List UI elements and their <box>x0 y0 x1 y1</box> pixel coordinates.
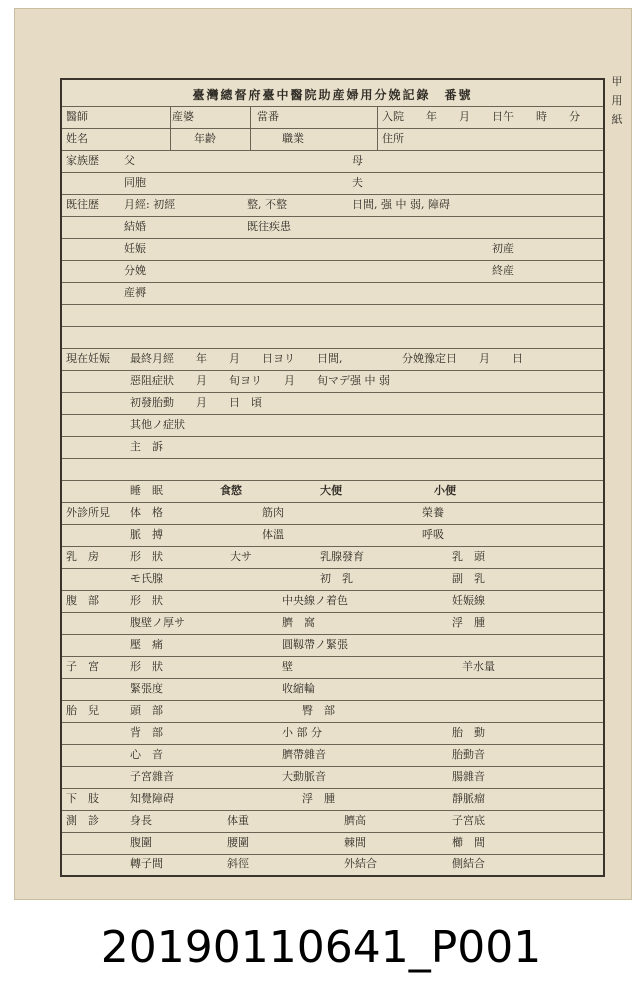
admit-label: 入院 年 月 日午 時 分 <box>382 110 580 123</box>
fetal-movement-label: 胎 動 <box>452 726 485 739</box>
pregnancy-label: 妊娠 <box>124 242 146 255</box>
history-label: 既往歴 <box>66 198 99 211</box>
days-label: 日間, 强 中 弱, 障碍 <box>352 198 450 211</box>
abdomen-edema-label: 浮 腫 <box>452 616 485 629</box>
areola-label: 副 乳 <box>452 572 485 585</box>
form-type-label <box>606 72 628 129</box>
height-label: 身長 <box>130 814 152 827</box>
menses-label: 月經: 初經 <box>124 198 176 211</box>
uterus-row-2 <box>62 678 603 701</box>
side-char: 甲 <box>611 75 623 88</box>
regular-label: 整, 不整 <box>247 198 287 211</box>
first-birth-label: 初産 <box>492 242 514 255</box>
siblings-label: 同胞 <box>124 176 146 189</box>
bowel-sound-label: 腸雜音 <box>452 770 485 783</box>
father-label: 父 <box>124 154 135 167</box>
amniotic-label: 羊水量 <box>462 660 495 673</box>
legs-row <box>62 788 603 811</box>
cord-sound-label: 臍帶雜音 <box>282 748 326 761</box>
name-label: 姓名 <box>66 132 88 145</box>
head-label: 頭 部 <box>130 704 163 717</box>
duty-label: 當番 <box>257 110 279 123</box>
marriage-label: 結婚 <box>124 220 146 233</box>
abdominal-girth-label: 腹圍 <box>130 836 152 849</box>
title-row <box>62 80 603 107</box>
montgomery-label: モ氏腺 <box>130 572 163 585</box>
sensory-label: 知覺障碍 <box>130 792 174 805</box>
navel-label: 臍 窩 <box>282 616 315 629</box>
fundus-height-label: 臍高 <box>344 814 366 827</box>
exam-row-3 <box>62 524 603 547</box>
age-label: 年齡 <box>194 132 216 145</box>
crest-label: 櫛 間 <box>452 836 485 849</box>
tension-label: 緊張度 <box>130 682 163 695</box>
breast-size-label: 大サ <box>230 550 252 563</box>
last-menses-label: 最終月經 年 月 日ヨリ 日間, <box>130 352 343 365</box>
nutrition-label: 榮養 <box>422 506 444 519</box>
stool-label: 大便 <box>320 484 342 497</box>
nipple-label: 乳 頭 <box>452 550 485 563</box>
weight-label: 体重 <box>227 814 249 827</box>
urine-label: 小便 <box>434 484 456 497</box>
back-label: 背 部 <box>130 726 163 739</box>
aortic-sound-label: 大動脈音 <box>282 770 326 783</box>
current-row-3 <box>62 392 603 415</box>
pulse-label: 脈 搏 <box>130 528 163 541</box>
buttock-label: 臀 部 <box>302 704 335 717</box>
family-label: 家族歴 <box>66 154 99 167</box>
abdomen-label: 腹 部 <box>66 594 99 607</box>
puerperium-label: 産褥 <box>124 286 146 299</box>
midwife-label: 産婆 <box>172 110 194 123</box>
measure-label: 測 診 <box>66 814 99 827</box>
fetus-row-1 <box>62 700 603 723</box>
striae-label: 妊娠線 <box>452 594 485 607</box>
exam-row-2 <box>62 502 603 525</box>
fetus-row-4 <box>62 766 603 789</box>
appetite-label: 食慾 <box>220 484 242 497</box>
family-row-2 <box>62 172 603 195</box>
contraction-ring-label: 收縮輪 <box>282 682 315 695</box>
mother-label: 母 <box>352 154 363 167</box>
morning-sickness-label: 惡阻症狀 月 旬ヨリ 月 旬マデ强 中 弱 <box>130 374 390 387</box>
history-row-4 <box>62 260 603 283</box>
divider <box>377 106 378 150</box>
current-row-5 <box>62 436 603 459</box>
muscle-label: 筋肉 <box>262 506 284 519</box>
due-date-label: 分娩豫定日 月 日 <box>402 352 523 365</box>
trochanter-label: 轉子間 <box>130 857 163 870</box>
blank-row <box>62 458 603 481</box>
history-row-2 <box>62 216 603 239</box>
abdomen-shape-label: 形 狀 <box>130 594 163 607</box>
fetal-movement-sound-label: 胎動音 <box>452 748 485 761</box>
side-char: 紙 <box>611 113 623 126</box>
external-exam-label: 外診所見 <box>66 506 110 519</box>
current-row-1 <box>62 348 603 371</box>
breast-row-2 <box>62 568 603 591</box>
family-row-1 <box>62 150 603 173</box>
header-row-1 <box>62 106 603 129</box>
side-char: 用 <box>611 94 623 107</box>
breast-label: 乳 房 <box>66 550 99 563</box>
divider <box>250 106 251 150</box>
waist-label: 腰圍 <box>227 836 249 849</box>
measure-row-3 <box>62 854 603 874</box>
build-label: 体 格 <box>130 506 163 519</box>
abdomen-row-2 <box>62 612 603 635</box>
external-conjugate-label: 外結合 <box>344 857 377 870</box>
oblique-label: 斜徑 <box>227 857 249 870</box>
heart-label: 心 音 <box>130 748 163 761</box>
sleep-label: 睡 眠 <box>130 484 163 497</box>
round-ligament-label: 圓靱帶ノ緊張 <box>282 638 348 651</box>
abdomen-row-1 <box>62 590 603 613</box>
divider <box>170 106 171 150</box>
delivery-label: 分娩 <box>124 264 146 277</box>
doctor-label: 醫師 <box>66 110 88 123</box>
wall-thickness-label: 腹壁ノ厚サ <box>130 616 185 629</box>
fetus-row-2 <box>62 722 603 745</box>
header-row-2 <box>62 128 603 151</box>
fundus-label: 子宮底 <box>452 814 485 827</box>
uterus-label: 子 宮 <box>66 660 99 673</box>
last-birth-label: 終産 <box>492 264 514 277</box>
uterus-shape-label: 形 狀 <box>130 660 163 673</box>
husband-label: 夫 <box>352 176 363 189</box>
legs-label: 下 肢 <box>66 792 99 805</box>
history-row-3 <box>62 238 603 261</box>
fetus-label: 胎 兒 <box>66 704 99 717</box>
gland-label: 乳腺發育 <box>320 550 364 563</box>
legs-edema-label: 浮 腫 <box>302 792 335 805</box>
uterine-sound-label: 子宮雜音 <box>130 770 174 783</box>
form-title: 臺灣總督府臺中醫院助産婦用分娩記錄 番號 <box>192 88 473 102</box>
history-row-1 <box>62 194 603 217</box>
temp-label: 体溫 <box>262 528 284 541</box>
archive-caption: 20190110641_P001 <box>100 922 542 973</box>
midline-label: 中央線ノ着色 <box>282 594 348 607</box>
uterus-row-1 <box>62 656 603 679</box>
fetus-row-3 <box>62 744 603 767</box>
small-parts-label: 小 部 分 <box>282 726 322 739</box>
colostrum-label: 初 乳 <box>320 572 353 585</box>
past-illness-label: 既往疾患 <box>247 220 291 233</box>
history-row-5 <box>62 282 603 305</box>
form-frame <box>60 78 605 877</box>
first-movement-label: 初發胎動 月 日 頃 <box>130 396 262 409</box>
measure-row-1 <box>62 810 603 833</box>
exam-row-1 <box>62 480 603 503</box>
address-label: 住所 <box>382 132 404 145</box>
breast-row-1 <box>62 546 603 569</box>
spinous-label: 棘間 <box>344 836 366 849</box>
varix-label: 靜脈瘤 <box>452 792 485 805</box>
occupation-label: 職業 <box>282 132 304 145</box>
abdomen-row-3 <box>62 634 603 657</box>
other-symptoms-label: 其他ノ症狀 <box>130 418 185 431</box>
current-row-4 <box>62 414 603 437</box>
respiration-label: 呼吸 <box>422 528 444 541</box>
current-label: 現在妊娠 <box>66 352 110 365</box>
blank-row <box>62 326 603 349</box>
tenderness-label: 壓 痛 <box>130 638 163 651</box>
current-row-2 <box>62 370 603 393</box>
blank-row <box>62 304 603 327</box>
measure-row-2 <box>62 832 603 855</box>
breast-shape-label: 形 狀 <box>130 550 163 563</box>
lateral-conjugate-label: 側結合 <box>452 857 485 870</box>
complaint-label: 主 訴 <box>130 440 163 453</box>
uterus-wall-label: 壁 <box>282 660 293 673</box>
